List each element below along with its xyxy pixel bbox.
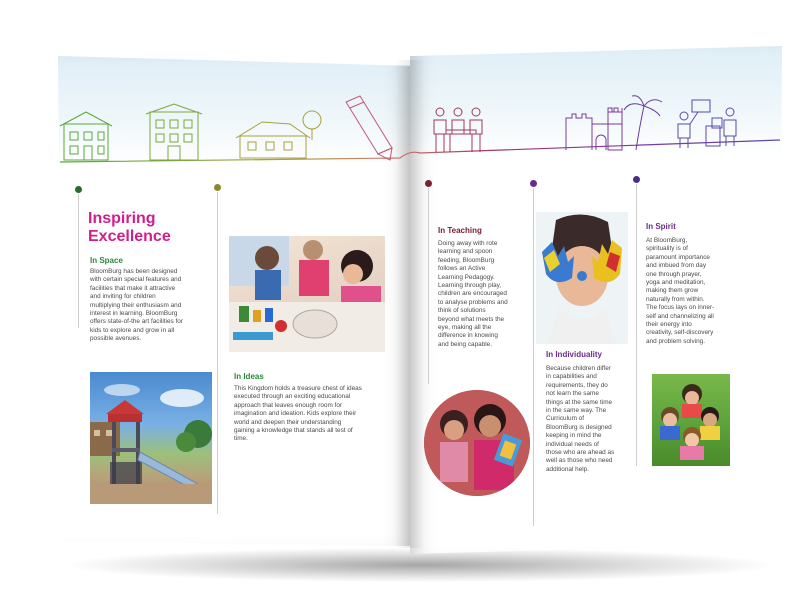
text-line: Because children differ [546, 365, 611, 372]
text-line: BloomBurg has been designed [90, 268, 178, 275]
text-line: follows an Active [438, 265, 486, 273]
bullet-dot-space [75, 186, 82, 193]
text-line: Learning through play, [438, 282, 502, 290]
text-line: executed through an exciting educational [234, 393, 351, 401]
playground-photo [90, 372, 212, 504]
text-line: imagination and ideation. Kids explore their [234, 410, 357, 418]
section-body-spirit [646, 237, 746, 346]
column-rule-individuality [533, 188, 534, 526]
text-line: learning and spoon [438, 248, 493, 256]
text-line: those who are ahead as [546, 449, 615, 457]
column-rule-space [78, 194, 79, 328]
text-line: difference in knowing [438, 332, 498, 340]
text-line: time. [234, 435, 248, 443]
teacher-child-illustration [424, 390, 530, 496]
kids-on-grass-illustration [652, 374, 730, 466]
text-line: naturally from within. [646, 295, 705, 303]
text-line: and being capable. [438, 340, 493, 348]
text-line: spirituality is of [646, 245, 688, 253]
text-line: This Kingdom holds a treasure chest of ideas [234, 385, 362, 392]
text-line: interest in learning. BloomBurg [90, 310, 178, 318]
bullet-dot-spirit [633, 176, 640, 183]
kids-painting-photo [229, 236, 385, 352]
text-line: multiplying their enthusiasm and [90, 301, 182, 309]
text-line: Learning Pedagogy. [438, 273, 495, 281]
section-body-ideas [234, 385, 394, 444]
section-body-teaching [438, 240, 528, 349]
text-line: their energy into [646, 321, 692, 329]
text-line: feeding, BloomBurg [438, 256, 495, 264]
section-title-individuality: In Individuality [546, 350, 603, 359]
section-title-spirit: In Spirit [646, 222, 676, 231]
text-line: approach that leaves enough room for [234, 401, 343, 409]
text-line: well as those who need [546, 457, 613, 465]
text-line: keeping in mind the [546, 432, 602, 440]
text-line: children are encouraged [438, 290, 507, 298]
text-line: The focus lays on inner- [646, 304, 715, 312]
text-line: making them grow [646, 287, 699, 295]
text-line: one through prayer, [646, 270, 702, 278]
section-body-space [90, 268, 220, 344]
text-line: beyond what meets the [438, 315, 505, 323]
bullet-dot-ideas [214, 184, 221, 191]
text-line: Doing away with rote [438, 240, 498, 247]
text-line: Curriculum of [546, 415, 584, 423]
section-title-space: In Space [90, 256, 123, 265]
text-line: things at the same time [546, 398, 613, 406]
text-line: not learn the same [546, 390, 599, 398]
section-title-teaching: In Teaching [438, 226, 482, 235]
headline-line-2: Excellence [88, 228, 171, 245]
text-line: gaining a knowledge that stands all test of [234, 427, 353, 435]
text-line: self and channelizing all [646, 312, 714, 320]
bullet-dot-teaching [425, 180, 432, 187]
bullet-dot-individuality [530, 180, 537, 187]
playground-illustration [90, 372, 212, 504]
page-headline [88, 210, 171, 246]
text-line: to analyse problems and [438, 298, 508, 306]
text-line: paramount importance [646, 253, 710, 261]
painted-hands-photo [536, 212, 628, 344]
section-title-ideas: In Ideas [234, 372, 264, 381]
text-line: world and deepen their understanding [234, 418, 342, 426]
section-body-individuality [546, 365, 638, 474]
text-line: additional help. [546, 465, 589, 473]
teacher-child-round-photo [424, 390, 530, 496]
text-line: offers state-of-the art facilities for [90, 318, 183, 326]
text-line: At BloomBurg, [646, 237, 688, 244]
kids-painting-illustration [229, 236, 385, 352]
kids-on-grass-photo [652, 374, 730, 466]
text-line: yoga and meditation, [646, 279, 706, 287]
text-line: requirements, they do [546, 381, 608, 389]
text-line: creativity, self-discovery [646, 329, 714, 337]
column-rule-spirit [636, 184, 637, 466]
column-rule-ideas [217, 192, 218, 514]
text-line: and imbued from day [646, 262, 707, 270]
painted-hands-illustration [536, 212, 628, 344]
text-line: and problem solving. [646, 337, 705, 345]
text-line: individual needs of [546, 440, 599, 448]
text-line: facilities that make it attractive [90, 284, 176, 292]
headline-line-1: Inspiring [88, 210, 156, 227]
text-line: think of solutions [438, 307, 486, 315]
text-line: possible avenues. [90, 335, 142, 343]
text-line: in capabilities and [546, 373, 597, 381]
text-line: with certain special features and [90, 276, 182, 284]
column-rule-teaching [428, 188, 429, 384]
text-line: in the same way. The [546, 407, 607, 415]
text-line: eye, making all the [438, 324, 492, 332]
text-line: BloomBurg is designed [546, 423, 612, 431]
text-line: kids to explore and grow in all [90, 326, 175, 334]
text-line: and inviting for children [90, 293, 156, 301]
